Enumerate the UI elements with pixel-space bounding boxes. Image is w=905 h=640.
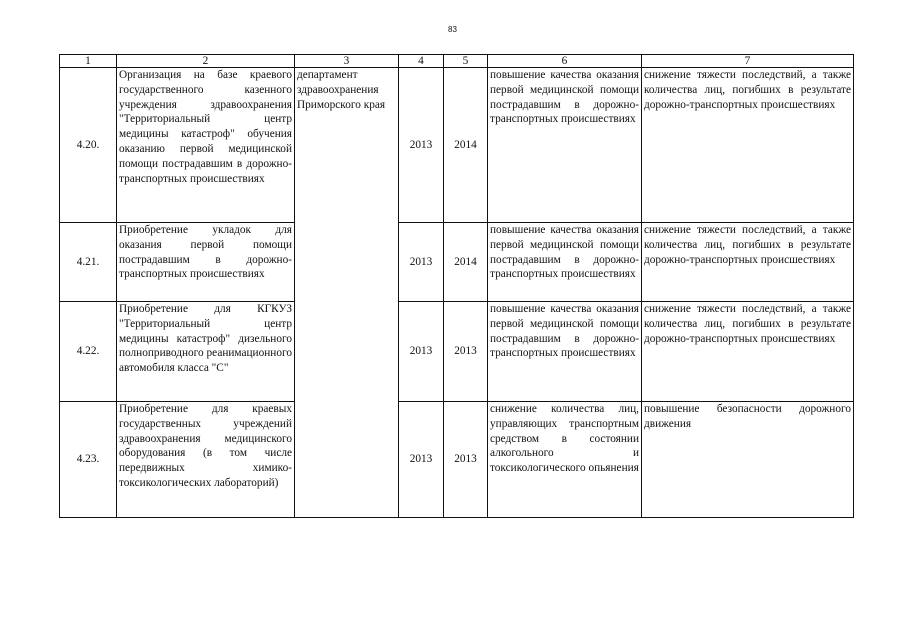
column-header: 5 [444,55,488,68]
responsible-agency: департамент здравоохранения Приморского края [295,68,399,223]
year-start: 2013 [399,223,444,302]
measure-description: Приобретение укладок для оказания первой помощи пострадавшим в дорожно-транспортных происшествиях [117,223,295,302]
measures-table [59,54,854,518]
column-header: 3 [295,55,399,68]
column-header: 2 [117,55,295,68]
column-header: 7 [642,55,854,68]
row-number: 4.20. [60,68,117,223]
page-number: 83 [448,25,457,34]
table-row [60,68,854,223]
responsible-agency [295,302,399,402]
year-end: 2013 [444,402,488,518]
expected-effect: повышение безопасности дорожного движения [642,402,854,518]
year-start: 2013 [399,402,444,518]
year-end: 2013 [444,302,488,402]
column-header: 6 [488,55,642,68]
table-row [60,302,854,402]
expected-effect: снижение тяжести последствий, а также количества лиц, погибших в результате дорожно-транспортных происшествиях [642,223,854,302]
year-end: 2014 [444,68,488,223]
expected-result: повышение качества оказания первой медицинской помощи пострадавшим в дорожно-транспортных происшествиях [488,302,642,402]
year-start: 2013 [399,302,444,402]
expected-effect: снижение тяжести последствий, а также количества лиц, погибших в результате дорожно-транспортных происшествиях [642,68,854,223]
expected-result: повышение качества оказания первой медицинской помощи пострадавшим в дорожно-транспортных происшествиях [488,68,642,223]
row-number: 4.22. [60,302,117,402]
table-row [60,223,854,302]
measure-description: Приобретение для краевых государственных учреждений здравоохранения медицинского оборудования (в том числе передвижных химико-токсикологических лабораторий) [117,402,295,518]
measure-description: Организация на базе краевого государственного казенного учреждения здравоохранения "Территориальный центр медицины катастроф" обучения оказанию первой медицинской помощи пострадавшим в дорожно-транспортных происшествиях [117,68,295,223]
column-header: 1 [60,55,117,68]
table-header-row [60,55,854,68]
column-header: 4 [399,55,444,68]
responsible-agency [295,223,399,302]
row-number: 4.23. [60,402,117,518]
table-row [60,402,854,518]
expected-result: снижение количества лиц, управляющих транспортным средством в состоянии алкогольного и токсикологического опьянения [488,402,642,518]
expected-effect: снижение тяжести последствий, а также количества лиц, погибших в результате дорожно-транспортных происшествиях [642,302,854,402]
measure-description: Приобретение для КГКУЗ "Территориальный центр медицины катастроф" дизельного полноприводного реанимационного автомобиля класса "С" [117,302,295,402]
year-end: 2014 [444,223,488,302]
expected-result: повышение качества оказания первой медицинской помощи пострадавшим в дорожно-транспортных происшествиях [488,223,642,302]
row-number: 4.21. [60,223,117,302]
year-start: 2013 [399,68,444,223]
responsible-agency [295,402,399,518]
